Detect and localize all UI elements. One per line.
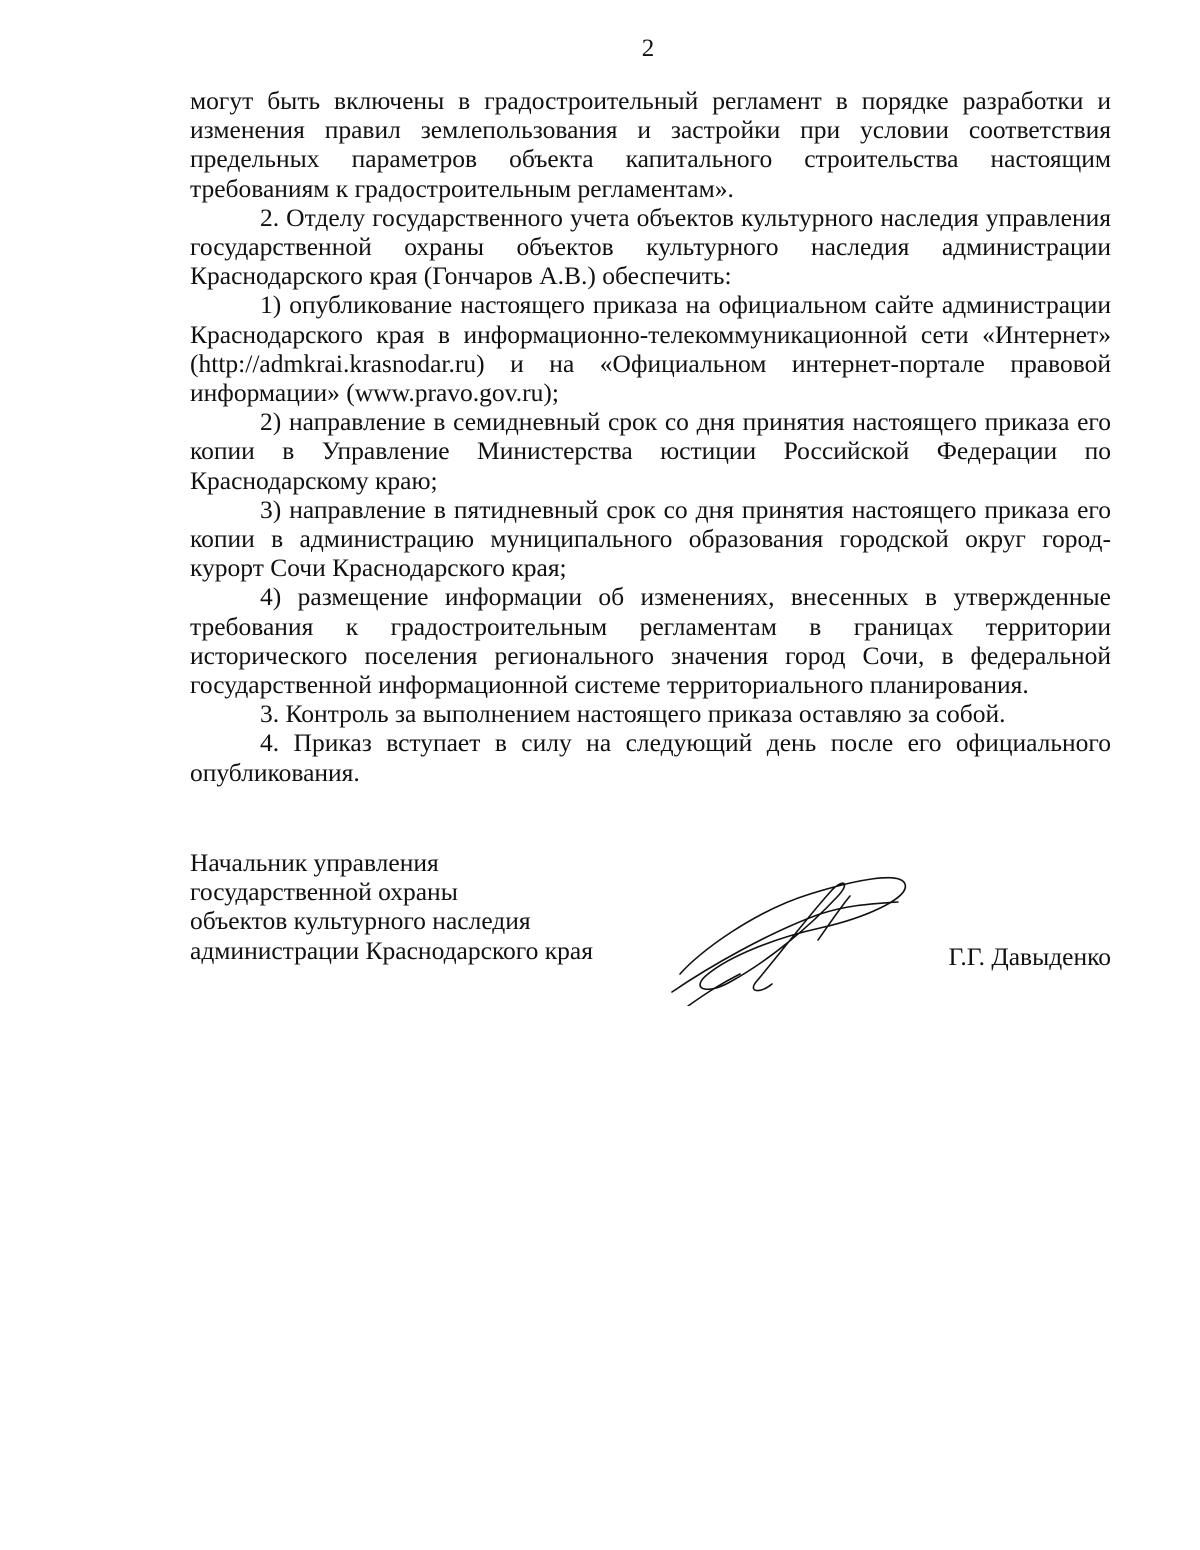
signature-block: [190, 848, 1111, 1008]
signatory-title-line: объектов культурного наследия: [190, 906, 531, 936]
handwritten-signature: [660, 856, 920, 1006]
paragraph-subitem-1: 1) опубликование настоящего приказа на официальном сайте администрации Краснодарского края в информационно-телекоммуникационной сети «Интернет» (http://admkrai.krasnodar.ru) и на «Официальном интернет-портале правовой информации» (www.pravo.gov.ru);: [190, 290, 1111, 408]
paragraph-subitem-4: 4) размещение информации об изменениях, внесенных в утвержденные требования к градостроительным регламентам в границах территории исторического поселения регионального значения город Сочи, в федеральной государственной информационной системе территориального планирования.: [190, 582, 1111, 700]
paragraph-subitem-2: 2) направление в семидневный срок со дня принятия настоящего приказа его копии в Управление Министерства юстиции Российской Федерации по Краснодарскому краю;: [190, 407, 1111, 495]
paragraph-subitem-3: 3) направление в пятидневный срок со дня принятия настоящего приказа его копии в администрацию муниципального образования городской округ город-курорт Сочи Краснодарского края;: [190, 494, 1111, 583]
signatory-title-line: Начальник управления: [190, 848, 439, 877]
document-body: [190, 86, 1111, 787]
page-number: 2: [641, 35, 655, 62]
signatory-title-line: администрации Краснодарского края: [190, 935, 593, 965]
paragraph-continuation: могут быть включены в градостроительный регламент в порядке разработки и изменения правил землепользования и застройки при условии соответствия предельных параметров объекта капитального строительства настоящим требованиям к градостроительным регламентам».: [190, 86, 1111, 203]
paragraph-item-3: 3. Контроль за выполнением настоящего приказа оставляю за собой.: [260, 699, 1006, 729]
signatory-name: Г.Г. Давыденко: [948, 942, 1111, 971]
signatory-title-line: государственной охраны: [190, 877, 458, 907]
paragraph-item-2: 2. Отделу государственного учета объектов культурного наследия управления государственной охраны объектов культурного наследия администрации Краснодарского края (Гончаров А.В.) обеспечить:: [190, 202, 1111, 291]
paragraph-item-4: 4. Приказ вступает в силу на следующий день после его официального опубликования.: [190, 728, 1111, 787]
